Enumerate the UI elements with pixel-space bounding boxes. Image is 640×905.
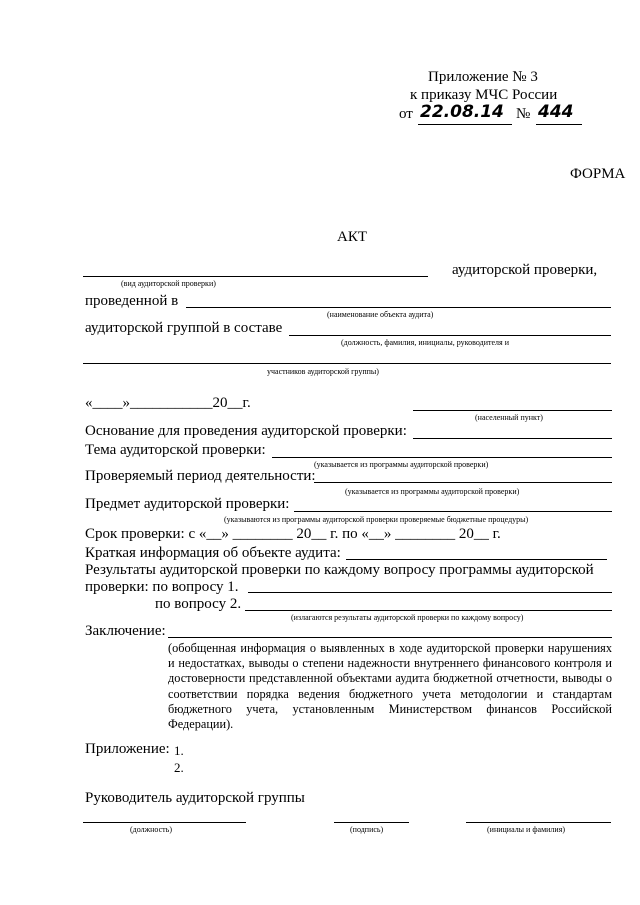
initials-field[interactable] [466,822,611,823]
order-reference: к приказу МЧС России [410,87,558,103]
document-title: АКТ [337,229,367,245]
audit-kind-suffix: аудиторской проверки, [452,262,598,278]
conclusion-label: Заключение: [85,623,166,639]
conclusion-instructions: (обобщенная информация о выявленных в ходе аудиторской проверки нарушениях и недостатках, выводы о степени надежности внутреннего финансового контроля и достоверности представленной объектами аудита бюджетной отчетности, выводы о соответствии порядка ведения бюджетного учета методологии и стандартам бюджетного учета, установленным Министерством финансов Российской Федерации). [168,641,612,732]
group-hint: (должность, фамилия, инициалы, руководителя и [341,338,509,347]
attachment-item-2: 2. [174,760,184,775]
results-question-2-label: по вопросу 2. [155,596,242,612]
signature-hint: (подпись) [350,825,384,834]
group-head-label: Руководитель аудиторской группы [85,790,305,806]
act-date-line[interactable]: «____»___________20__г. [85,395,251,411]
subject-field[interactable] [294,511,612,512]
position-field[interactable] [83,822,246,823]
form-label: ФОРМА [570,166,626,182]
results-question-2-field[interactable] [245,610,612,611]
period-hint: (указывается из программы аудиторской проверки) [345,487,520,496]
results-line-1: Результаты аудиторской проверки по каждому вопросу программы аудиторской [85,562,594,578]
subject-hint: (указываются из программы аудиторской проверки проверяемые бюджетные процедуры) [224,515,529,524]
topic-label: Тема аудиторской проверки: [85,442,266,458]
place-field[interactable] [413,410,612,411]
attachment-label: Приложение: [85,741,170,757]
subject-label: Предмет аудиторской проверки: [85,496,290,512]
audit-object-hint: (наименование объекта аудита) [327,310,434,319]
group-participants-field[interactable] [83,363,611,364]
handwritten-date: 22.08.14 [420,102,504,122]
position-hint: (должность) [130,825,172,834]
topic-hint: (указывается из программы аудиторской проверки) [314,460,489,469]
results-question-1-field[interactable] [248,592,612,593]
group-label: аудиторской группой в составе [85,320,283,336]
basis-field[interactable] [413,438,612,439]
audit-kind-field[interactable] [83,276,428,277]
attachment-item-1: 1. [174,743,184,758]
participants-hint: участников аудиторской группы) [267,367,379,376]
period-field[interactable] [314,482,612,483]
brief-info-label: Краткая информация об объекте аудита: [85,545,341,561]
basis-label: Основание для проведения аудиторской проверки: [85,423,407,439]
audit-object-field[interactable] [186,307,611,308]
group-composition-field[interactable] [289,335,611,336]
handwritten-number: 444 [538,102,574,122]
appendix-number: Приложение № 3 [428,69,538,85]
signature-field[interactable] [334,822,409,823]
audit-kind-hint: (вид аудиторской проверки) [121,279,216,288]
number-underline [536,124,582,125]
topic-field[interactable] [272,457,612,458]
audit-term-line[interactable]: Срок проверки: с «__» ________ 20__ г. по «__» ________ 20__ г. [85,526,501,542]
initials-hint: (инициалы и фамилия) [487,825,566,834]
conducted-in-label: проведенной в [85,293,179,309]
number-sign: № [516,106,531,122]
brief-info-field[interactable] [346,559,607,560]
date-underline [418,124,512,125]
conclusion-field[interactable] [168,637,612,638]
date-prefix: от [399,106,413,122]
period-label: Проверяемый период деятельности: [85,468,316,484]
results-hint: (излагаются результаты аудиторской проверки по каждому вопросу) [291,613,524,622]
place-hint: (населенный пункт) [475,413,543,422]
results-question-1-label: проверки: по вопросу 1. [85,579,239,595]
